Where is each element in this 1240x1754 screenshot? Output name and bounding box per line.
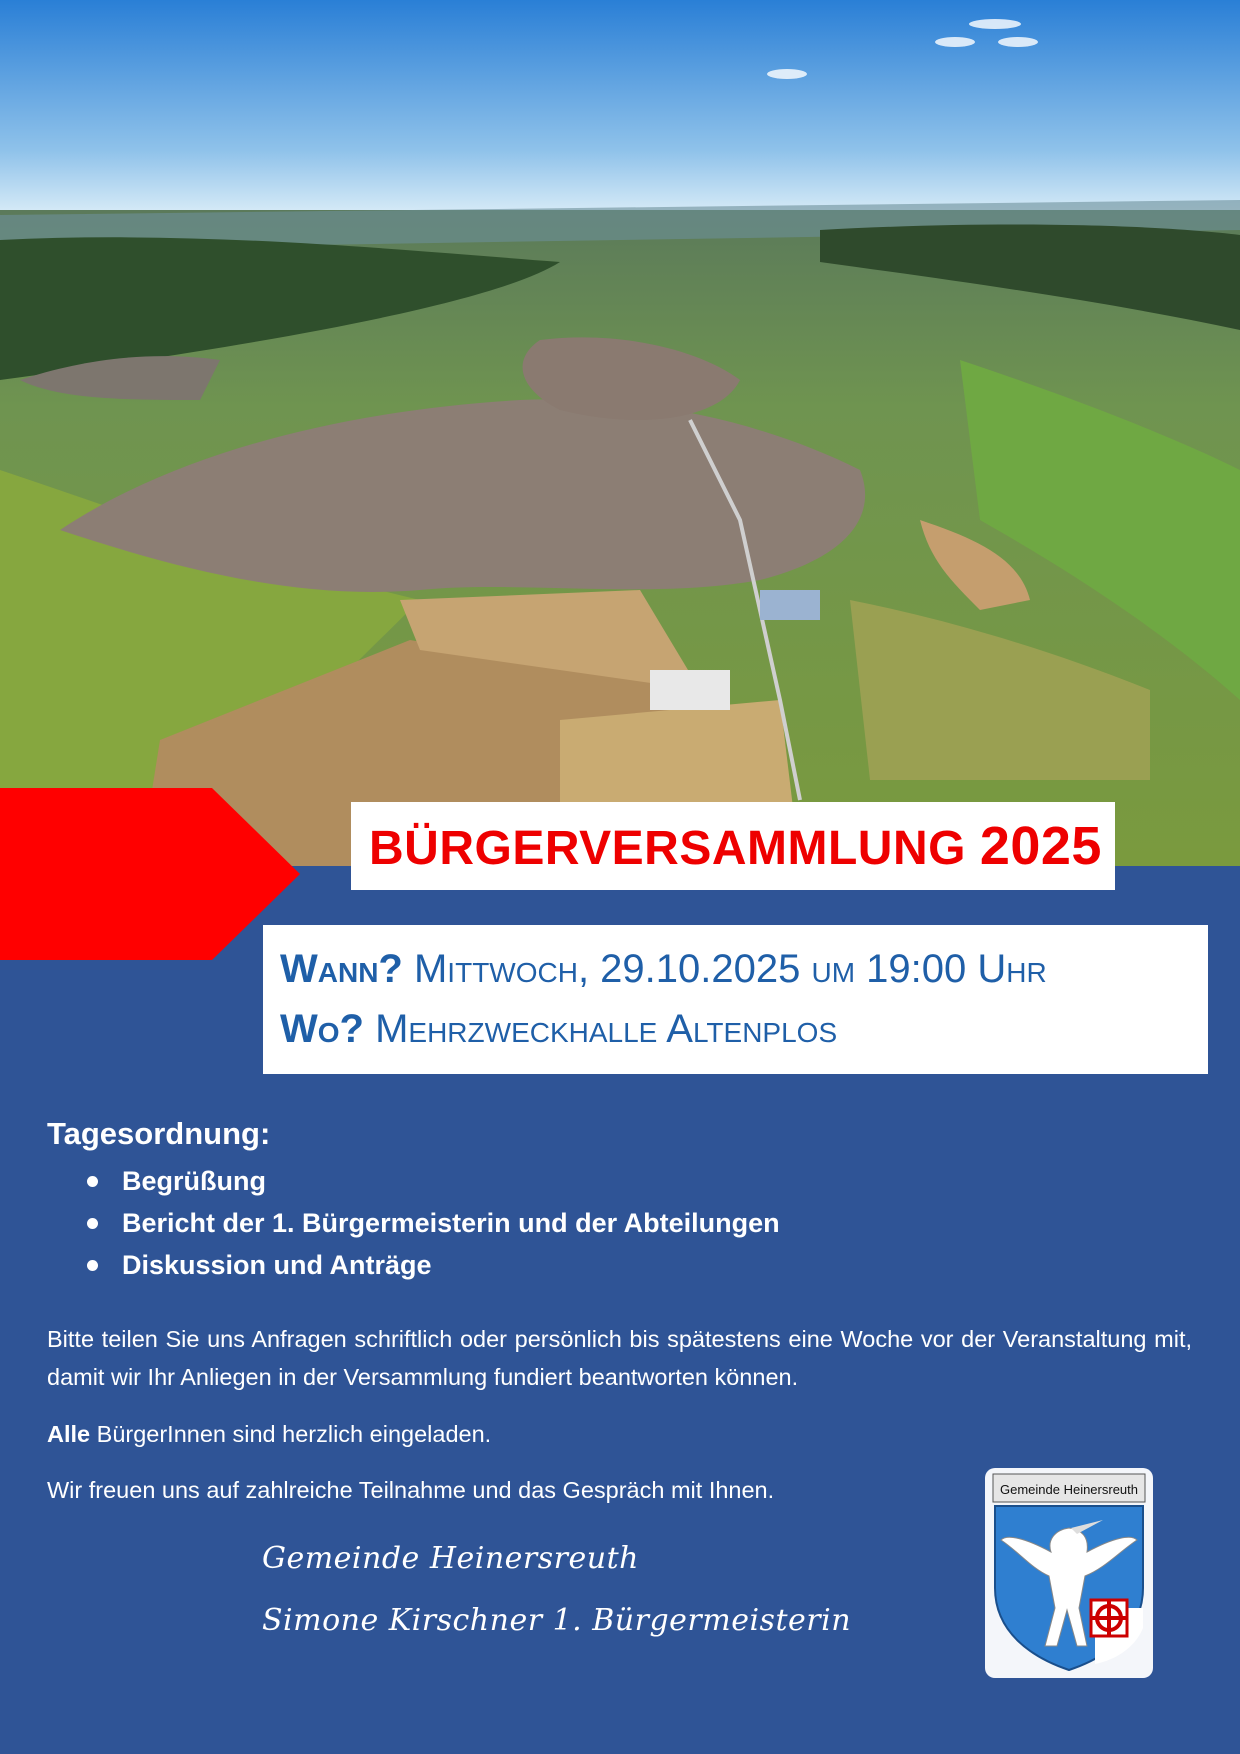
- invitation-rest: BürgerInnen sind herzlich eingeladen.: [90, 1421, 492, 1447]
- when-line: [280, 939, 1208, 999]
- title-main: BÜRGERVERSAMMLUNG: [369, 822, 966, 875]
- invitation-bold: Alle: [47, 1421, 91, 1447]
- when-value: Mittwoch, 29.10.2025 um 19:00 Uhr: [413, 947, 1047, 991]
- where-label: Wo?: [280, 1007, 364, 1051]
- agenda-title: Tagesordnung:: [47, 1116, 271, 1151]
- title-year: 2025: [979, 816, 1102, 876]
- event-info-box: [263, 925, 1208, 1074]
- agenda-item: Diskussion und Anträge: [47, 1244, 780, 1286]
- signature-municipality: Gemeinde Heinersreuth: [262, 1541, 639, 1576]
- municipal-crest-icon: [985, 1468, 1153, 1678]
- where-line: [280, 999, 1208, 1059]
- crest-banner-text: Gemeinde Heinersreuth: [999, 1482, 1139, 1497]
- agenda-item: Begrüßung: [47, 1160, 780, 1202]
- red-arrow-banner: [0, 788, 300, 960]
- when-label: Wann?: [280, 947, 403, 991]
- request-paragraph: Bitte teilen Sie uns Anfragen schriftlich oder persönlich bis spätestens eine Woche vor der Veranstaltung mit, damit wir Ihr Anliegen in der Versammlung fundiert beantworten können.: [47, 1326, 1192, 1390]
- aerial-village-photo: [0, 0, 1240, 866]
- closing-paragraph: Wir freuen uns auf zahlreiche Teilnahme und das Gespräch mit Ihnen.: [47, 1477, 775, 1503]
- signature-mayor: Simone Kirschner 1. Bürgermeisterin: [262, 1603, 852, 1638]
- agenda-list: [47, 1160, 780, 1286]
- page-title: [369, 815, 1102, 877]
- agenda-item: Bericht der 1. Bürgermeisterin und der Abteilungen: [47, 1202, 780, 1244]
- where-value: Mehrzweckhalle Altenplos: [375, 1007, 838, 1051]
- title-box: [351, 802, 1115, 890]
- invitation-paragraph: [47, 1415, 491, 1453]
